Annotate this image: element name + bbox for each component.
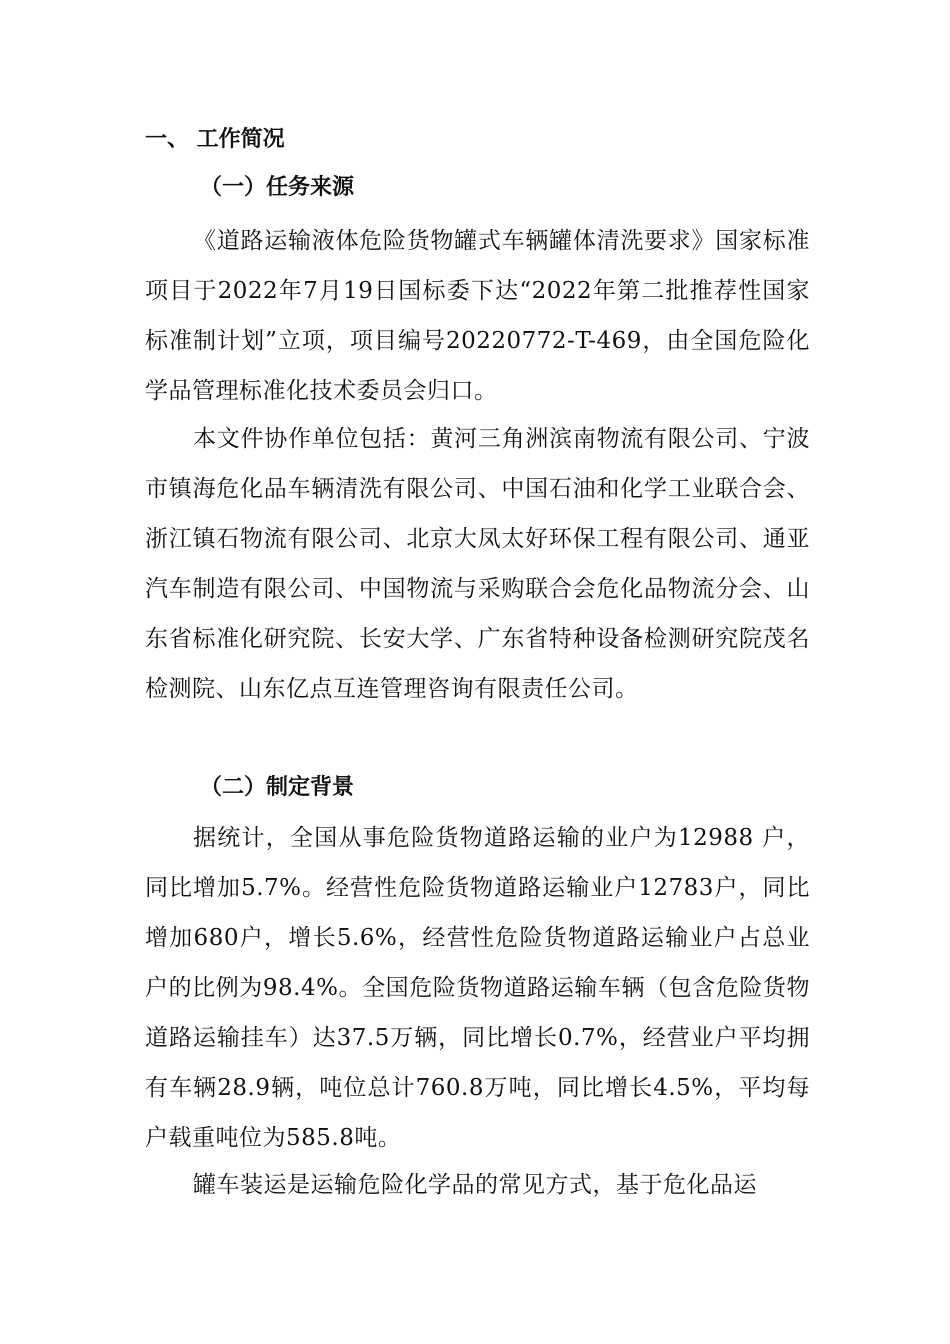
subsection-heading-task-source: （一）任务来源 [200, 175, 355, 200]
paragraph-tank-transport: 罐车装运是运输危险化学品的常见方式，基于危化品运 [193, 1172, 757, 1198]
paragraph-cooperating-units: 本文件协作单位包括：黄河三角洲滨南物流有限公司、宁波市镇海危化品车辆清洗有限公司、中国石油和化学工业联合会、浙江镇石物流有限公司、北京大凤太好环保工程有限公司、通亚汽车制造有限公司、中国物流与采购联合会危化品物流分会、山东省标准化研究院、长安大学、广东省特种设备检测研究院茂名检测院、山东亿点互连管理咨询有限责任公司。 [145, 426, 810, 702]
subsection-heading-background: （二）制定背景 [200, 775, 355, 800]
paragraph-task-source: 《道路运输液体危险货物罐式车辆罐体清洗要求》国家标准项目于2022年7月19日国标委下达“2022年第二批推荐性国家标准制计划”立项，项目编号20220772-T-469，由全国危险化学品管理标准化技术委员会归口。 [145, 228, 810, 404]
paragraph-statistics: 据统计，全国从事危险货物道路运输的业户为12988 户，同比增加5.7%。经营性危险货物道路运输业户12783户，同比增加680户，增长5.6%，经营性危险货物道路运输业户占总业户的比例为98.4%。全国危险货物道路运输车辆（包含危险货物道路运输挂车）达37.5万辆，同比增长0.7%，经营业户平均拥有车辆28.9辆，吨位总计760.8万吨，同比增长4.5%，平均每户载重吨位为585.8吨。 [145, 825, 810, 1151]
section-heading-work-overview: 一、 工作简况 [145, 127, 285, 152]
